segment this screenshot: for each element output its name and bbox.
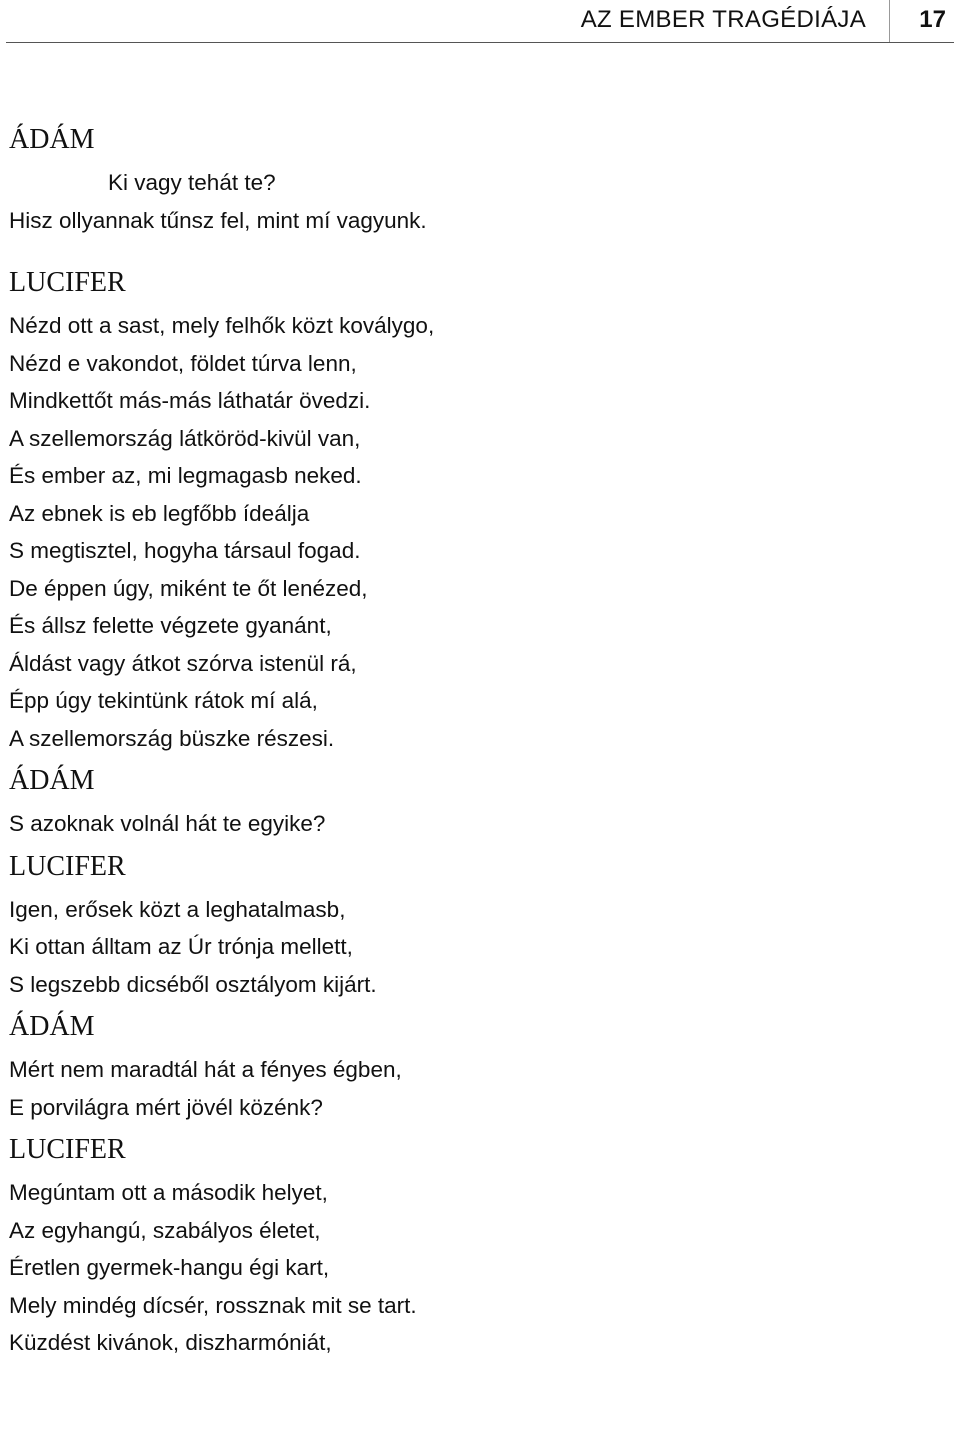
- dialogue-block: [9, 1126, 949, 1362]
- speaker-name: ÁDÁM: [9, 1011, 95, 1042]
- verse-line: Áldást vagy átkot szórva istenül rá,: [9, 650, 357, 676]
- verse-line: S legszebb dicséből osztályom kijárt.: [9, 971, 377, 997]
- verse-line: S megtisztel, hogyha társaul fogad.: [9, 538, 361, 563]
- verse-line: Ki vagy tehát te?: [108, 170, 276, 195]
- speaker-name: ÁDÁM: [9, 765, 95, 796]
- verse-line: A szellemország büszke részesi.: [9, 725, 335, 751]
- verse-line: És ember az, mi legmagasb neked.: [9, 463, 362, 488]
- verse-line: Mindkettőt más-más láthatár övedzi.: [9, 388, 371, 413]
- verse-line: Épp úgy tekintünk rátok mí alá,: [9, 688, 318, 713]
- verse-line: Nézd ott a sast, mely felhők közt koválygo,: [9, 313, 435, 338]
- speaker-name: ÁDÁM: [9, 124, 95, 155]
- verse-line: E porvilágra mért jövél közénk?: [9, 1094, 323, 1120]
- verse-line: Az ebnek is eb legfőbb ídeálja: [9, 500, 310, 526]
- dialogue-block: [9, 1003, 949, 1126]
- running-title: AZ EMBER TRAGÉDIÁJA: [580, 6, 866, 33]
- verse-line: És állsz felette végzete gyanánt,: [9, 613, 332, 638]
- verse-line: S azoknak volnál hát te egyike?: [9, 811, 326, 836]
- page-number: 17: [919, 6, 946, 33]
- dialogue-block: [9, 843, 949, 1004]
- speaker-name: LUCIFER: [9, 1134, 126, 1165]
- verse-line: Nézd e vakondot, földet túrva lenn,: [9, 350, 357, 376]
- verse-line: Igen, erősek közt a leghatalmasb,: [9, 896, 346, 922]
- verse-line: Küzdést kivánok, diszharmóniát,: [9, 1330, 332, 1355]
- page-header: [6, 0, 954, 43]
- dialogue-block: [9, 757, 949, 843]
- verse-line: Ki ottan álltam az Úr trónja mellett,: [9, 934, 353, 959]
- header-divider: [889, 0, 890, 42]
- play-text: [9, 116, 949, 1362]
- speaker-name: LUCIFER: [9, 267, 126, 298]
- verse-line: De éppen úgy, miként te őt lenézed,: [9, 575, 368, 601]
- verse-line: Éretlen gyermek-hangu égi kart,: [9, 1255, 330, 1280]
- speaker-name: LUCIFER: [9, 850, 126, 882]
- verse-line: Mért nem maradtál hát a fényes égben,: [9, 1057, 402, 1082]
- verse-line: Megúntam ott a második helyet,: [9, 1180, 328, 1205]
- verse-line: Hisz ollyannak tűnsz fel, mint mí vagyunk.: [9, 207, 427, 233]
- verse-line: Az egyhangú, szabályos életet,: [9, 1217, 321, 1243]
- verse-line: Mely mindég dícsér, rossznak mit se tart.: [9, 1292, 417, 1318]
- dialogue-block: [9, 259, 949, 757]
- verse-line: A szellemország látköröd-kivül van,: [9, 425, 361, 451]
- dialogue-block: [9, 116, 949, 239]
